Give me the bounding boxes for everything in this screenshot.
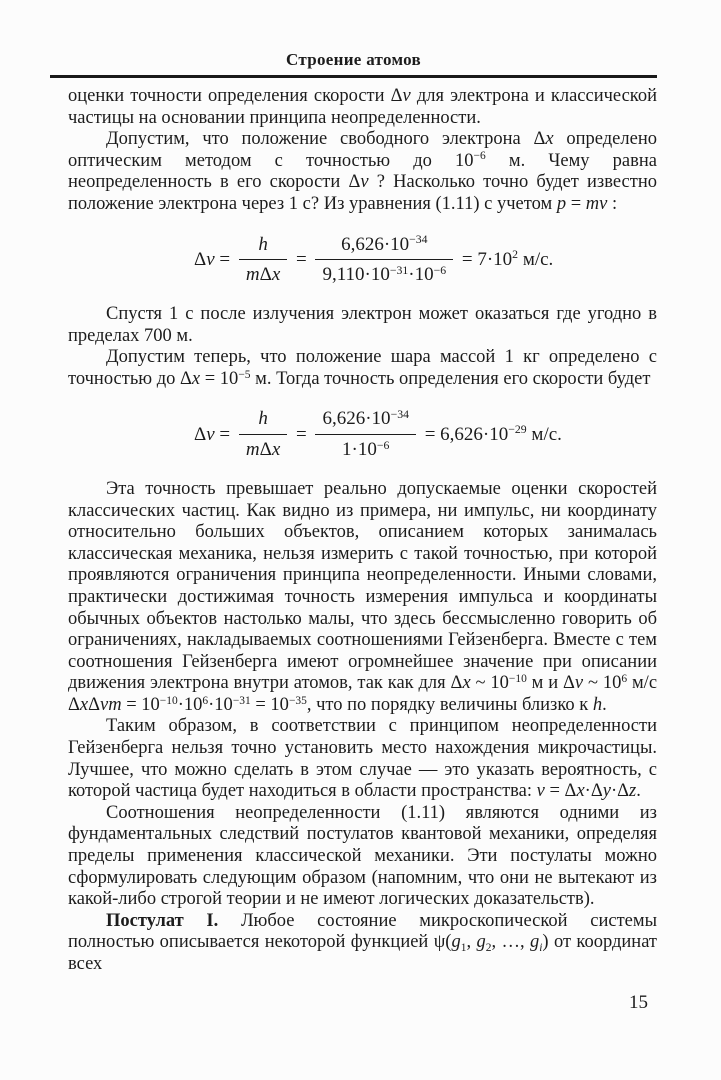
formula-electron-velocity: Δv = $\frac{h}{\text{mΔx}}$ = $\frac{6,626\cdot 10^{-34}}{9,110\cdot 10^{-31}\cdot 10^{-6}}$ = $7\cdot 10^2$ м/с. [194,233,554,286]
paragraph-precision-discussion: Эта точность превышает реально допускаемые оценки скоростей классических частиц. Как видно из примера, ни импульс, ни координату относительно больших объектов, описанием которых занималась классическая механика, нельзя измерить с такой точностью, при которой проявляются ограничения принципа неопределенности. Иными словами, практически достижимая точность измерения импульса и координаты обычных объектов настолько малы, что здесь бессмысленно говорить об ограничениях, накладываемых соотношениями Гейзенберга. Вместе с тем соотношения Гейзенберга имеют огромнейшее значение при описании движения электрона внутри атомов, так как для Δx ~ $10^{-10}$ м и Δv ~ $10^6$ м/с $\Delta x\Delta vm = 10^{-10}\cdot 10^6\cdot 10^{-31} = 10^{-35}$, что по порядку величины близко к h. [68,478,658,715]
page-body [68,86,657,976]
paragraph-ball-problem: Допустим теперь, что положение шара массой 1 кг определено с точностью до $\Delta x = 10^{-5}$ м. Тогда точность определения его скорости будет [68,347,657,389]
page-number: 15 [629,992,648,1013]
paragraph-probability: Таким образом, в соответствии с принципом неопределенности Гейзенберга нельзя точно установить место нахождения микрочастицы. Лучшее, что можно сделать в этом случае — это указать вероятность, с которой частица будет находиться в области пространства: v = Δx·Δy·Δz. [68,716,657,802]
paragraph-postulate-1: Постулат I. Любое состояние микроскопической системы полностью описывается некоторой функцией ψ(g1, g2, …, gi) от координат всех [68,910,658,974]
paragraph-postulates-intro: Соотношения неопределенности (1.11) являются одними из фундаментальных следствий постулатов квантовой механики, определяя пределы применения классической механики. Эти постулаты можно сформулировать следующим образом (напомним, что они не вытекают из какой-либо строгой теории и не имеют логических доказательств). [68,802,657,910]
running-header: Строение атомов [286,50,421,69]
paragraph-continuation: оценки точности определения скорости Δv для электрона и классической частицы на основании принципа неопределенности. [68,86,657,128]
header-rule [50,75,657,78]
paragraph-electron-problem: Допустим, что положение свободного электрона Δx определено оптическим методом с точностью до $10^{-6}$ м. Чему равна неопределенность в его скорости Δv ? Насколько точно будет известно положение электрона через 1 с? Из уравнения (1.11) с учетом p = mv : [68,129,657,214]
formula-ball-velocity: Δv = $\frac{h}{\text{mΔx}}$ = $\frac{6,626\cdot 10^{-34}}{1\cdot 10^{-6}}$ = $6,626\cdot 10^{-29}$ м/с. [194,407,562,461]
paragraph-700m: Спустя 1 с после излучения электрон может оказаться где угодно в пределах 700 м. [68,304,657,346]
